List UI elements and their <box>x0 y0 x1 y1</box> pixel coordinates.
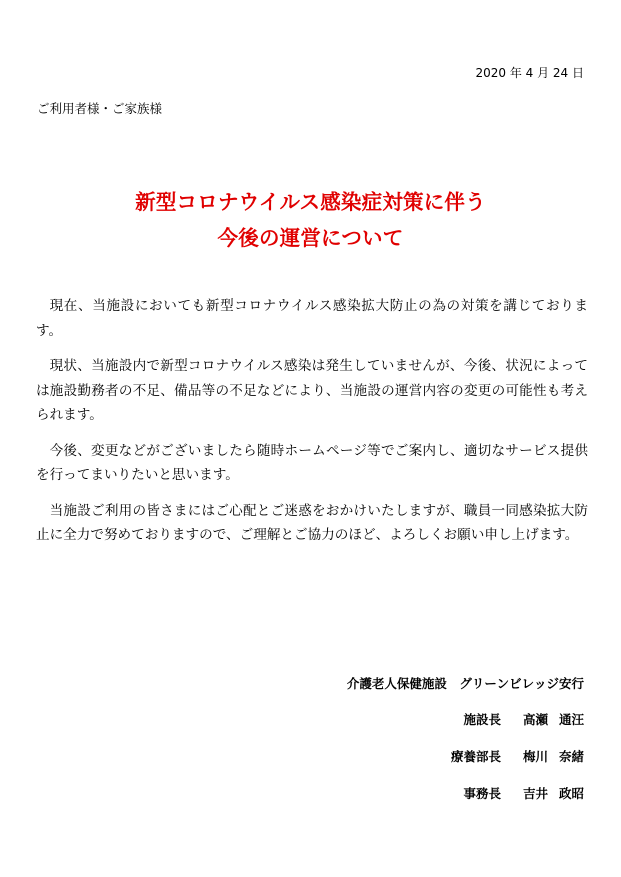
signatory-role: 事務長 <box>463 786 501 801</box>
notice-date: 2020 年 4 月 24 日 <box>475 66 584 80</box>
signatory-director <box>463 710 584 728</box>
notice-addressee: ご利用者様・ご家族様 <box>37 101 163 116</box>
signatory-role: 療養部長 <box>450 749 501 764</box>
signatory-office-manager <box>463 784 584 802</box>
signatory-family-name: 吉井 <box>522 786 548 801</box>
signature-organization: 介護老人保健施設 グリーンビレッジ安行 <box>346 676 584 691</box>
signatory-care-manager <box>451 747 584 765</box>
body-paragraph-4: 当施設ご利用の皆さまにはご心配とご迷惑をおかけいたしますが、職員一同感染拡大防止に全力で努めておりますので、ご理解とご協力のほど、よろしくお願い申し上げます。 <box>36 502 588 543</box>
notice-body <box>36 294 588 559</box>
notice-title-line-1: 新型コロナウイルス感染症対策に伴う <box>135 190 486 214</box>
signatory-given-name: 奈緒 <box>558 749 584 764</box>
signatory-role: 施設長 <box>463 712 501 727</box>
body-paragraph-1: 現在、当施設においても新型コロナウイルス感染拡大防止の為の対策を講じております。 <box>36 298 588 339</box>
signatory-given-name: 通汪 <box>558 712 584 727</box>
signatory-family-name: 高瀬 <box>522 712 548 727</box>
signatory-family-name: 梅川 <box>522 749 548 764</box>
notice-title-line-2: 今後の運営について <box>217 226 404 250</box>
body-paragraph-2: 現状、当施設内で新型コロナウイルス感染は発生していませんが、今後、状況によっては施設勤務者の不足、備品等の不足などにより、当施設の運営内容の変更の可能性も考えられます。 <box>36 358 588 423</box>
body-paragraph-3: 今後、変更などがございましたら随時ホームページ等でご案内し、適切なサービス提供を行ってまいりたいと思います。 <box>36 442 588 483</box>
notice-title <box>0 184 621 256</box>
signatory-given-name: 政昭 <box>558 786 584 801</box>
